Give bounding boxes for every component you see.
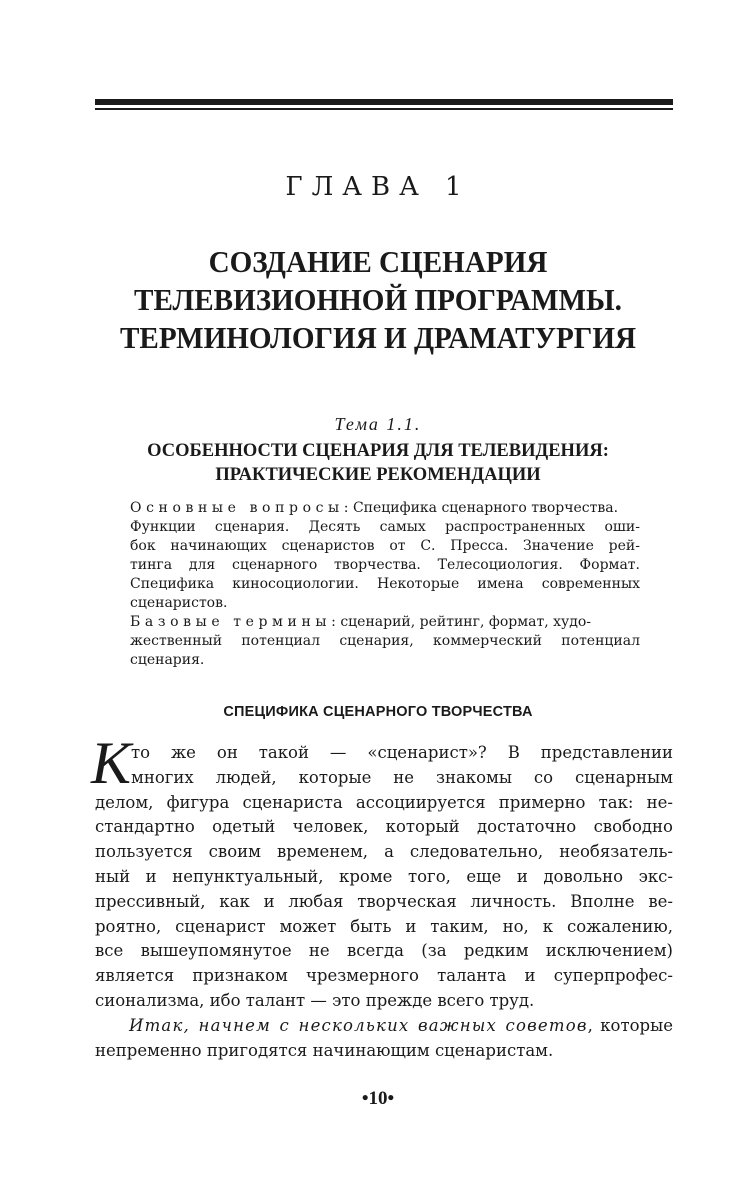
emphasis-text: Итак, начнем с нескольких важных советов [129,1015,588,1035]
topic-title-line: ПРАКТИЧЕСКИЕ РЕКОМЕНДАЦИИ [215,465,541,485]
page-number: •10• [361,1088,395,1109]
body-line: то же он такой — «сценарист»? В представлении [131,743,673,762]
body-line: стандартно одетый человек, который достаточно свободно [95,817,673,837]
paragraph-2-first-line [95,1014,673,1039]
summary-line: жественный потенциал сценария, коммерческий потенциал [130,633,640,649]
summary-questions-line [130,499,640,518]
terms-label: Базовые термины [130,614,332,630]
chapter-title [79,243,677,357]
questions-text: : Специфика сценарного творчества. [343,500,619,516]
terms-text: : сценарий, рейтинг, формат, худо- [331,614,592,630]
body-line: непременно пригодятся начинающим сценаристам. [95,1040,554,1060]
chapter-label: ГЛАВА 1 [285,172,471,202]
body-line: все вышеупомянутое не всегда (за редким исключением) [95,941,673,961]
topic-title [0,439,756,487]
questions-label: Основные вопросы [130,500,344,516]
body-line: прессивный, как и любая творческая личность. Вполне ве- [95,891,673,911]
header-rule-thick [95,99,673,105]
summary-line: сценаристов. [130,595,228,611]
chapter-title-line: СОЗДАНИЕ СЦЕНАРИЯ [208,244,548,279]
body-line: пользуется своим временем, а следовательно, необязатель- [95,842,673,862]
topic-summary [130,499,640,670]
paragraph-2-text: , которые [587,1015,673,1035]
summary-line: тинга для сценарного творчества. Телесоциология. Формат. [130,557,640,573]
summary-line: Функции сценария. Десять самых распространенных оши- [130,519,640,535]
body-line: роятно, сценарист может быть и таким, но, к сожалению, [95,916,673,936]
topic-title-line: ОСОБЕННОСТИ СЦЕНАРИЯ ДЛЯ ТЕЛЕВИДЕНИЯ: [147,441,609,461]
chapter-title-line: ТЕРМИНОЛОГИЯ И ДРАМАТУРГИЯ [119,320,637,355]
summary-line: бок начинающих сценаристов от С. Пресса. Значение рей- [130,538,640,554]
section-heading: СПЕЦИФИКА СЦЕНАРНОГО ТВОРЧЕСТВА [223,704,533,720]
body-text [91,730,673,1063]
drop-cap: К [91,730,131,796]
summary-line: сценария. [130,652,205,668]
chapter-title-line: ТЕЛЕВИЗИОННОЙ ПРОГРАММЫ. [134,282,622,317]
summary-line: Специфика киносоциологии. Некоторые имена современных [130,576,640,592]
body-line: является признаком чрезмерного таланта и суперпрофес- [95,966,673,986]
header-rule-thin [95,108,673,110]
body-line: многих людей, которые не знакомы со сценарным [131,767,673,787]
body-line: сионализма, ибо талант — это прежде всего труд. [95,990,535,1010]
topic-label: Тема 1.1. [334,414,422,434]
summary-terms-line [130,613,640,632]
body-line: делом, фигура сценариста ассоциируется примерно так: не- [95,792,673,812]
body-line: ный и непунктуальный, кроме того, еще и довольно экс- [95,866,673,886]
